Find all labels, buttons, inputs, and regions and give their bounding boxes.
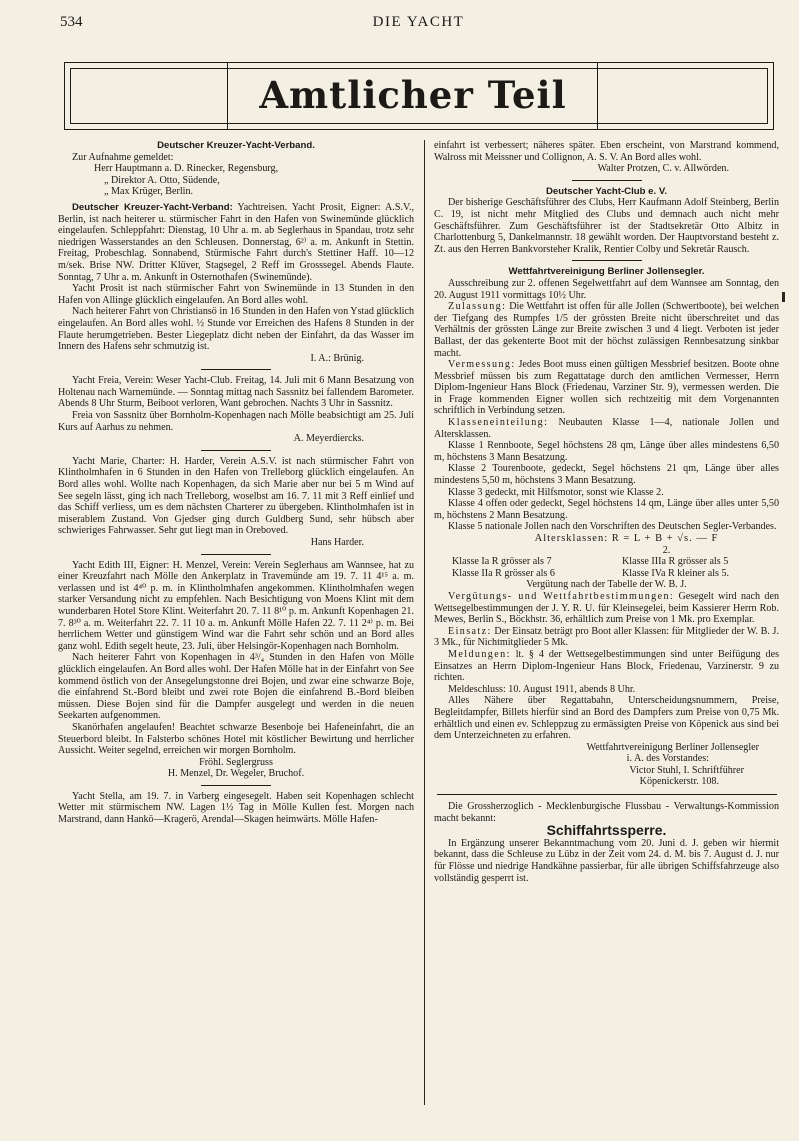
wbj-klasseneinteilung: Klasseneinteilung: Neubauten Klasse 1—4, nationale Jollen und Altersklassen. [434, 417, 779, 440]
flussbau-intro: Die Grossherzoglich - Mecklenburgische Flussbau - Verwaltungs-Kommission macht bekannt: [434, 801, 779, 824]
kyv-heading-inline: Deutscher Kreuzer-Yacht-Verband: [72, 201, 233, 213]
page-number: 534 [60, 14, 83, 30]
flussbau-paragraph: In Ergänzung unserer Bekanntmachung vom 20. Juni d. J. geben wir hiermit bekannt, dass die Schleuse zu Lübz in der Zeit vom 24. d. M. bis 7. August d. J. nur für Flösse und niedrige Handkähne passierbar, für alle übrigen Schiffsfahrzeuge also vollständig gesperrt ist. [434, 837, 779, 884]
kyv-heading: Deutscher Kreuzer-Yacht-Verband. [157, 140, 315, 151]
wbj-meldeschluss: Meldeschluss: 10. August 1911, abends 8 Uhr. [448, 683, 636, 695]
edith-paragraph: Skanörhafen angelaufen! Beachtet schwarze Besenboje bei Hafeneinfahrt, die an Steuerbord bleibt. In Falsterbo schönes Hotel mit köstlicher Bewirtung und herrlicher Aussicht. Weiter segelnd, erreichen wir morgen Bornholm. [58, 721, 414, 757]
kyv-member: „ Max Krüger, Berlin. [104, 186, 194, 198]
wbj-verguetung: Vergütungs- und Wettfahrtbestimmungen: Gesegelt wird nach den Wettsegelbestimmungen der J. Y. R. U. für Kleinsegelei, beim Kassierer Herrn Rob. Mewes, Berlin S., Böckhstr. 36, erhältlich zum Preise von 1 Mk. pro Exemplar. [434, 590, 779, 626]
wbj-vermessung: Vermessung: Jedes Boot muss einen gültigen Messbrief besitzen. Boote ohne Messbrief müssen bis zum Regattatage durch den amtlichen Vermesser, Herrn Diplom-Ingenieur Hans Block (Friedenau, Varziner Str. 9), vermessen werden. Die in Frage kommenden Eigner wollen sich rechtzeitig mit dem Vorgenannten schriftlich in Verbindung setzen. [434, 359, 779, 417]
altersklassen-row: Klasse IIa R grösser als 6 Klasse IVa R kleiner als 5. [452, 567, 730, 579]
signature: Wettfahrtvereinigung Berliner Jollensegler [586, 741, 759, 753]
wbj-naeheres: Alles Nähere über Regattabahn, Unterscheidungsnummern, Preise, Begleitdampfer, Billets hierfür sind an Bord des Dampfers zum Preise von 0,75 Mk. erhältlich und einen ev. Schleppzug zu ermässigten Preise von Köpenick aus sind bei dem Unterzeichneten zu erfahren. [434, 695, 779, 742]
schiffahrtssperre-heading: Schiffahrtssperre. [546, 822, 667, 839]
signature: Hans Harder. [310, 537, 364, 548]
separator-rule [572, 180, 642, 181]
running-header [60, 14, 777, 34]
dyc-paragraph: Der bisherige Geschäftsführer des Clubs, Herr Kaufmann Adolf Steinberg, Berlin C. 19, ist nicht mehr Mitglied des Clubs und demnach auch nicht mehr Geschäftsführer. Zum Geschäftsführer ist der Stadtsekretär Otto Albitz in Charlottenburg 5, Dankelmannstr. 18 gewählt worden. Der Hauptvorstand besteht z. Zt. aus den Herren Bankvorsteher Kralik, Rentier Colby und Sekretär Rausch. [434, 197, 779, 255]
wbj-heading: Wettfahrtvereinigung Berliner Jollensegler. [508, 266, 705, 278]
edith-paragraph: Nach heiterer Fahrt von Kopenhagen in 4³/₄ Stunden in den Hafen von Mölle glücklich eingelaufen. An Bord alles wohl. Der Hafen Mölle hat in der Einfahrt von See kommend östlich von der Ansegelungstonne drei Bojen, und zwar eine schwarze Boje, die einfahrend St.-Bord bleibt und zwei rote Bojen die einfahrend B.-Bord bleiben müssen. Diese Bojen sind für die Dampfer ausgelegt und werden in die neuen Seekarten aufgenommen. [58, 652, 414, 722]
prosit-paragraph: Nach heiterer Fahrt von Christiansö in 16 Stunden in den Hafen von Ystad glücklich eingelaufen. An Bord alles wohl. ½ Stunde vor Erreichen des Hafens 8 Stunden in der Flaute herumgetrieben. Bester Liegeplatz dicht neben der Einfahrt, da das Wasser im Innern des Hafens sehr schmutzig ist. [58, 306, 414, 353]
separator-rule [201, 450, 271, 451]
column-divider [424, 140, 425, 1105]
formula-denominator: 2. [662, 544, 671, 556]
section-title-box [64, 62, 774, 130]
wbj-klasse-3: Klasse 3 gedeckt, mit Hilfsmotor, sonst wie Klasse 2. [448, 486, 664, 498]
signature: I. A.: Brünig. [310, 352, 364, 364]
wbj-klasse-5: Klasse 5 nationale Jollen nach den Vorschriften des Deutschen Segler-Verbandes. [448, 521, 777, 533]
dyc-heading: Deutscher Yacht-Club e. V. [545, 185, 668, 197]
section-title: Amtlicher Teil [259, 73, 567, 117]
right-column [434, 140, 779, 884]
freia-paragraph: Freia von Sassnitz über Bornholm-Kopenhagen nach Mölle beabsichtigt am 25. Juli Kurs auf Aarhus zu nehmen. [58, 410, 414, 433]
separator-rule [201, 785, 271, 786]
separator-rule [437, 794, 777, 795]
signature: Köpenickerstr. 108. [639, 776, 719, 788]
signature: Victor Stuhl, I. Schriftführer [629, 764, 744, 776]
wbj-meldungen: Meldungen: lt. § 4 der Wettsegelbestimmungen sind unter Beifügung des Einsatzes an Herrn Diplom-Ingenieur Hans Block, Friedenau, Varzinerstr. 9 zu richten. [434, 648, 779, 684]
wbj-klasse-4: Klasse 4 offen oder gedeckt, Segel höchstens 14 qm, Länge über alles unter 5,50 m, höchstens 2 Mann Besatzung. [434, 498, 779, 521]
wbj-einsatz: Einsatz: Der Einsatz beträgt pro Boot aller Klassen: für Mitglieder der W. B. J. 3 Mk., für Nichtmitglieder 5 Mk. [434, 625, 779, 649]
separator-rule [201, 554, 271, 555]
continued-paragraph: einfahrt ist verbessert; näheres später. Eben erscheint, von Marstrand kommend, Walross mit Meissner und Collignon, A. S. V. An Bord alles wohl. [434, 140, 779, 163]
journal-title: DIE YACHT [372, 14, 465, 30]
prosit-paragraph: Yacht Prosit ist nach stürmischer Fahrt von Swinemünde in 13 Stunden in den Hafen von Allinge glücklich eingelaufen. An Bord alles wohl. [58, 283, 414, 306]
kyv-intro: Zur Aufnahme gemeldet: [72, 151, 174, 163]
wbj-klasse-2: Klasse 2 Tourenboote, gedeckt, Segel höchstens 21 qm, Länge über alles mindestens 5,50 m, höchstens 3 Mann Besatzung. [434, 463, 779, 487]
greeting: Fröhl. Seglergruss [199, 756, 273, 768]
left-column [58, 140, 414, 826]
altersklassen-formula: Altersklassen: R = L + B + √s. — F [534, 533, 719, 544]
signature: Walter Protzen, C. v. Allwörden. [597, 163, 729, 175]
title-frame-divider-right [597, 63, 598, 129]
wbj-klasse-1: Klasse 1 Rennboote, Segel höchstens 28 qm, Länge über alles mindestens 6,50 m, höchstens 3 Mann Besatzung. [434, 440, 779, 463]
kyv-member: „ Direktor A. Otto, Südende, [104, 174, 220, 186]
signature: H. Menzel, Dr. Wegeler, Bruchof. [167, 768, 305, 780]
wbj-intro: Ausschreibung zur 2. offenen Segelwettfahrt auf dem Wannsee am Sonntag, den 20. August 1911 vormittags 10½ Uhr. [434, 277, 779, 301]
verguetung-tabelle: Vergütung nach der Tabelle der W. B. J. [526, 579, 687, 591]
title-frame-divider-left [227, 63, 228, 129]
freia-paragraph: Yacht Freia, Verein: Weser Yacht-Club. Freitag, 14. Juli mit 6 Mann Besatzung von Holtenau nach Warnemünde. — Sonntag mittag nach Sassnitz bei fallendem Barometer. Abends 8 Uhr Sturm, Beiboot verloren, Want gebrochen. Nachts 3 Uhr in Sassnitz. [58, 375, 414, 410]
kyv-member: Herr Hauptmann a. D. Rinecker, Regensburg, [94, 163, 279, 175]
wbj-zulassung: Zulassung: Die Wettfahrt ist offen für alle Jollen (Schwertboote), bei welchen der Tiefgang des Rumpfes 1/5 der grössten Breite nicht überschreitet und das Verhältnis der grössten Länge zur Breite zwischen 3 und 4 liegt. Verboten ist jeder Ballast, der das gekenterte Boot mit der höchst zulässigen Rennbesatzung sinkbar macht. [434, 301, 779, 359]
separator-rule [201, 369, 271, 370]
signature: A. Meyerdiercks. [293, 433, 364, 445]
kyv-yachtreisen: Deutscher Kreuzer-Yacht-Verband: Yachtreisen. Yacht Prosit, Eigner: A.S.V., Berlin, ist nach heiterer u. stürmischer Fahrt in den Hafen von Swinemünde glücklich eingelaufen. Schleppfahrt: Dienstag, 10 Uhr a. m. ab Seglerhaus in Spandau, trotz sehr niedrigen Wasserstandes an den Schleusen. Donnerstag, 6²⁾ a. m. Ankunft in Stettin. Freitag, Probeschlag. Sonnabend, Stürmische Fahrt durch's Stettiner Haff. 10—12 m/sek. Brise NW. Dritter Klüver, Stagsegel, 2 Reff im Grosssegel. Abends Flaute. Sonntag, 7 Uhr a. m. Ankunft in Osternothafen (Swinemünde). [58, 201, 414, 283]
edith-paragraph: Yacht Edith III, Eigner: H. Menzel, Verein: Verein Seglerhaus am Wannsee, hat zu einer Kreuzfahrt nach Mölle den Ankerplatz in Travemünde am 19. 7. 11 4¹⁵ a. m. verlassen und ist 4⁴⁰ p. m. in Klintholmhafen angekommen. Klintholmhafen wegen starker Versandung nicht zu empfehlen. Nach Besichtigung von Moens Klint mit dem wunderbaren Hotel Store Klint. Weiterfahrt 20. 7. 11 8¹⁰ p. m. Ankunft Kopenhagen 21. 7. 8³⁰ a. m. Weiterfahrt 22. 7. 11 10 a. m. Ankunft Mölle Hafen 22. 7. 11 2⁴⁾ p. m. Bei herrlichem Wetter und günstigem Wind war die Fahrt sehr schön und an Bord alles ganz wohl. Edith segelt heute, 23. Juli, über Helsingör-Kopenhagen nach Bornholm. [58, 559, 414, 652]
marie-paragraph: Yacht Marie, Charter: H. Harder, Verein A.S.V. ist nach stürmischer Fahrt von Klintholmhafen in 6 Stunden in den Hafen von Trelleborg glücklich eingelaufen. An Bord alles wohl. Wollte nach Kopenhagen, da sich Marie aber nur bei 5 m Wind auf See segeln lässt, ging ich nach Trelleborg, woselbst am 16. 7. 11 mit 3 Reff einlief und das Schiff verliess, um es dem nächsten Charterer zu übergeben. Klintholmhafen ist in miserablem Zustand. Von Gjedser ging durch Guldberg Sund, sehr hübsch aber schwieriges Fahrwasser. Sehr gut liegt man in Oreboved. [58, 455, 414, 537]
signature: i. A. des Vorstandes: [626, 753, 709, 765]
separator-rule [572, 260, 642, 261]
stella-paragraph: Yacht Stella, am 19. 7. in Varberg eingesegelt. Haben seit Kopenhagen schlecht Wetter mit stürmischem NW. Lagen 1½ Tag in Mölle Kullen fest. Morgen nach Marstrand, dann Hankö—Kragerö, Arendal—Skagen heimwärts. Mölle Hafen- [58, 790, 414, 826]
altersklassen-row: Klasse Ia R grösser als 7 Klasse IIIa R grösser als 5 [452, 556, 729, 568]
margin-mark [782, 292, 785, 302]
